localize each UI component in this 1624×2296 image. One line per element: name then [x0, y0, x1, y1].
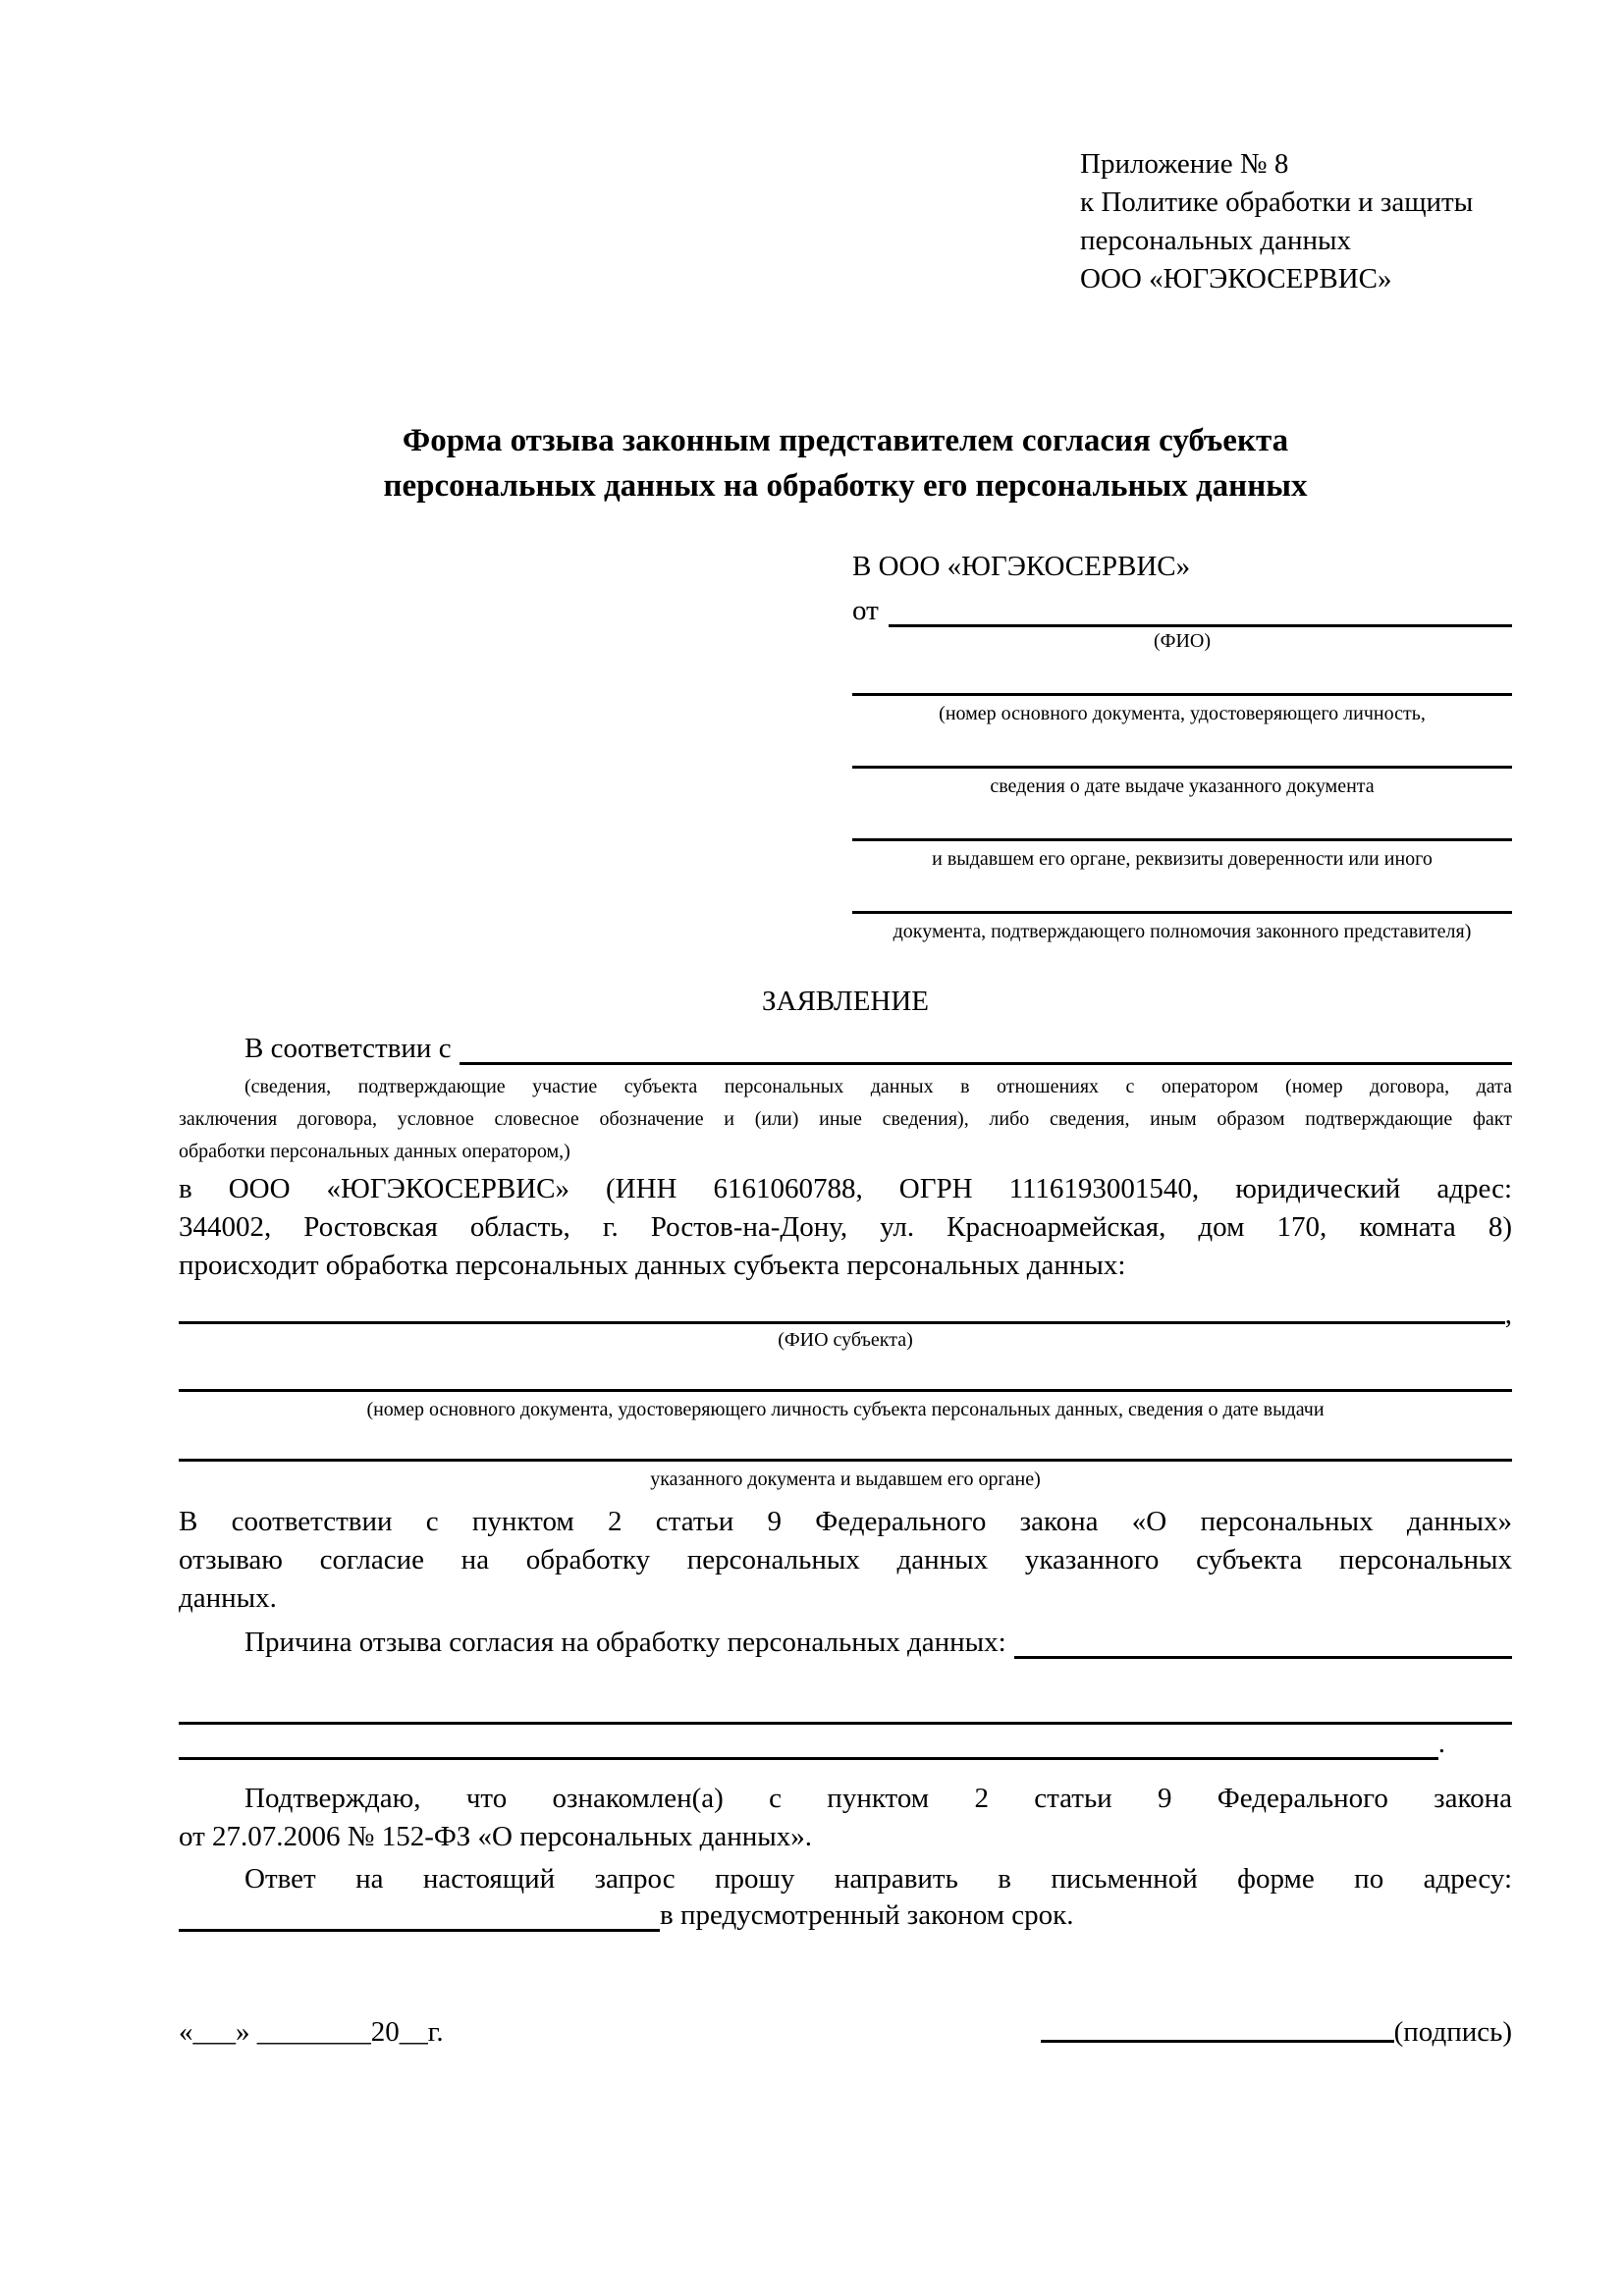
- fill-caption: сведения о дате выдаче указанного документа: [990, 775, 1375, 797]
- fill-field: [179, 1457, 1512, 1491]
- signature-caption: (подпись): [1393, 2016, 1512, 2048]
- note-line: (сведения, подтверждающие участие субъекта персональных данных в отношениях с оператором (номер договора, дата: [244, 1076, 1512, 1097]
- blank-line: [852, 764, 1512, 769]
- blank-line: [179, 1457, 1512, 1462]
- withdraw-paragraph: [179, 1503, 1512, 1618]
- recipient-organization: В ООО «ЮГЭКОСЕРВИС»: [852, 551, 1191, 582]
- fill-caption: указанного документа и выдавшем его органе): [650, 1468, 1041, 1490]
- subject-fio-blank-line: [179, 1321, 1505, 1324]
- reason-line: [179, 1622, 1512, 1659]
- document-title: [179, 418, 1512, 508]
- fill-caption: (номер основного документа, удостоверяющего личность субъекта персональных данных, сведения о дате выдачи: [366, 1399, 1325, 1420]
- statement-heading: ЗАЯВЛЕНИЕ: [761, 986, 930, 1017]
- accordance-prefix: В соответствии с: [244, 1033, 452, 1064]
- paragraph-line: В соответствии с пунктом 2 статьи 9 Федерального закона «О персональных данных»: [179, 1506, 1512, 1537]
- blank-line: [852, 836, 1512, 841]
- title-line: персональных данных на обработку его персональных данных: [383, 468, 1308, 504]
- blank-line: [179, 1387, 1512, 1392]
- blank-line-with-period: [179, 1728, 1445, 1760]
- recipient-block: [852, 548, 1512, 943]
- fill-field: [852, 909, 1512, 943]
- appendix-line: к Политике обработки и защиты: [1080, 187, 1474, 218]
- note-line: обработки персональных данных оператором,): [179, 1141, 570, 1162]
- reason-blank-line: [1014, 1656, 1512, 1659]
- signature-row: [179, 2016, 1512, 2049]
- paragraph-line: от 27.07.2006 № 152-ФЗ «О персональных данных».: [179, 1821, 813, 1852]
- paragraph-line: в ООО «ЮГЭКОСЕРВИС» (ИНН 6161060788, ОГРН 1116193001540, юридический адрес:: [179, 1173, 1512, 1204]
- paragraph-line: данных.: [179, 1582, 277, 1614]
- signature-blank-line: [1041, 2040, 1394, 2043]
- appendix-block: [1080, 145, 1512, 298]
- appendix-line: Приложение № 8: [1080, 148, 1289, 180]
- fill-field: [179, 1387, 1512, 1421]
- fill-caption: и выдавшем его органе, реквизиты доверенности или иного: [932, 848, 1433, 870]
- period: .: [1437, 1728, 1445, 1759]
- reply-address-line: [179, 1900, 1512, 1932]
- reply-suffix: в предусмотренный законом срок.: [660, 1899, 1074, 1931]
- from-line: [852, 590, 1512, 627]
- fill-caption: документа, подтверждающего полномочия законного представителя): [893, 921, 1472, 942]
- date-line: «___» ________20__г.: [179, 2016, 444, 2048]
- appendix-line: персональных данных: [1080, 225, 1352, 256]
- blank-line: [179, 1720, 1512, 1725]
- fill-caption: (номер основного документа, удостоверяющего личность,: [939, 703, 1426, 724]
- accordance-blank-line: [460, 1062, 1512, 1065]
- signature-group: [1041, 2016, 1512, 2049]
- fio-blank-line: [889, 624, 1512, 627]
- paragraph-line: Ответ на настоящий запрос прошу направить в письменной форме по адресу:: [244, 1863, 1512, 1895]
- fill-field: [852, 691, 1512, 725]
- confirm-paragraph: [179, 1780, 1512, 1856]
- address-blank-line: [179, 1929, 660, 1932]
- blank-line: [852, 909, 1512, 914]
- from-label: от: [852, 595, 879, 626]
- paragraph-line: происходит обработка персональных данных субъекта персональных данных:: [179, 1250, 1126, 1281]
- note-paragraph: [179, 1071, 1512, 1168]
- reason-prefix: Причина отзыва согласия на обработку персональных данных:: [244, 1627, 1006, 1658]
- fill-field: [852, 764, 1512, 798]
- note-line: заключения договора, условное словесное обозначение и (или) иные сведения), либо сведения, иным образом подтверждающие факт: [179, 1108, 1512, 1130]
- appendix-line: ООО «ЮГЭКОСЕРВИС»: [1080, 263, 1392, 294]
- blank-line: [179, 1757, 1438, 1760]
- subject-fio-caption: (ФИО субъекта): [778, 1329, 913, 1351]
- fill-field: [852, 836, 1512, 871]
- title-line: Форма отзыва законным представителем согласия субъекта: [402, 423, 1289, 458]
- accordance-line: [179, 1028, 1512, 1065]
- reply-paragraph: [179, 1860, 1512, 1898]
- blank-line: [852, 691, 1512, 696]
- paragraph-line: 344002, Ростовская область, г. Ростов-на-Дону, ул. Красноармейская, дом 170, комната 8): [179, 1211, 1512, 1243]
- operator-paragraph: [179, 1170, 1512, 1285]
- subject-fio-line: [179, 1299, 1512, 1330]
- fio-caption: (ФИО): [1153, 630, 1211, 652]
- subject-line-comma: ,: [1504, 1299, 1512, 1330]
- paragraph-line: Подтверждаю, что ознакомлен(а) с пунктом 2 статьи 9 Федерального закона: [244, 1783, 1512, 1814]
- paragraph-line: отзываю согласие на обработку персональных данных указанного субъекта персональных: [179, 1544, 1512, 1575]
